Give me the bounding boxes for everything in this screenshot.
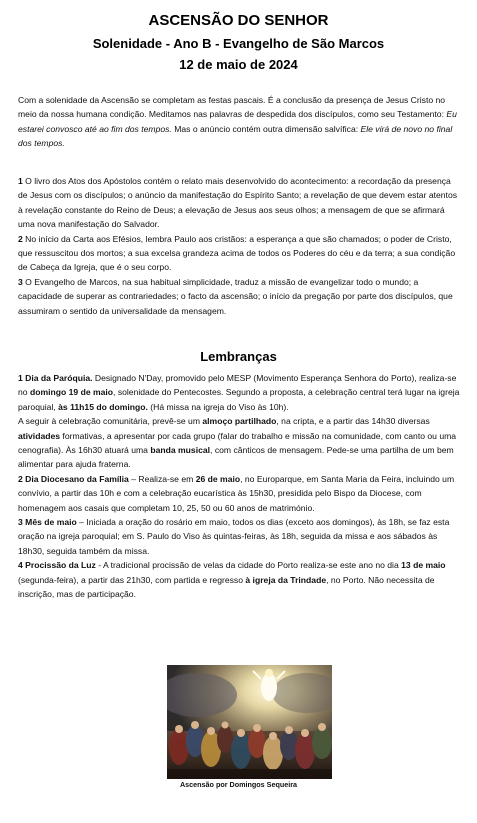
reflection-point (18, 232, 462, 275)
reminder-highlight: almoço partilhado (202, 416, 277, 427)
reminder-text: (Há missa na igreja do Viso às 10h). (147, 401, 289, 412)
reminder-item (18, 515, 462, 558)
reminder-text: , com cânticos de mensagem. Pede-se uma partilha de um bem alimentar para ajuda fraterna. (18, 445, 454, 470)
intro-paragraph (18, 93, 462, 151)
reminder-text: A seguir à celebração comunitária, prevê-se um (18, 416, 203, 427)
reminder-text: Designado N'Day, promovido pelo MESP (Movimento Esperança Senhora do Porto), realiza-se no (18, 373, 457, 398)
page-subtitle: Solenidade - Ano B - Evangelho de São Marcos (92, 36, 385, 51)
page-date: 12 de maio de 2024 (179, 57, 298, 72)
reminder-highlight: domingo 19 de maio (29, 387, 114, 398)
reminder-item (18, 558, 462, 601)
intro-text: Mas o anúncio contém outra dimensão salvífica: (171, 123, 361, 134)
reminder-highlight: às 11h15 do domingo. (58, 401, 148, 412)
reminder-highlight: 26 de maio (195, 473, 241, 484)
point-number: 3 (18, 276, 23, 287)
reflection-point (18, 174, 462, 232)
reminder-item (18, 472, 462, 515)
reminder-item (18, 371, 462, 414)
ascension-painting (167, 665, 332, 779)
intro-text: Com a solenidade da Ascensão se completam as festas pascais. É a conclusão da presença de Jesus Cristo no meio da nossa humana condição. Meditamos nas palavras de despedida dos discípulos, como seu Testamento: (18, 95, 447, 120)
reminder-text: , no Europarque, em Santa Maria da Feira, incluindo um convívio, a partir das 10h e com a celebração eucarística às 15h30, presidida pelo Bispo da Diocese, com homenagem aos casais que completam 10, 25, 50 ou 60 anos de matrimónio. (18, 473, 455, 513)
point-number: 2 (18, 233, 23, 244)
reminder-text: – Iniciada a oração do rosário em maio, todos os dias (exceto aos domingos), às 18h, se faz esta oração na igreja paroquial; em S. Paulo do Viso às quintas-feiras, às 18h, seguida da missa e aos sábados às 18h30, seguida também da missa. (18, 517, 450, 556)
reminder-highlight: à igreja da Trindade (245, 574, 327, 585)
point-text: O Evangelho de Marcos, na sua habitual simplicidade, traduz a missão de evangelizar todo o mundo; a capacidade de superar as contrariedades; o facto da ascensão; o início da pregação por parte dos discípulos, que assumiram o sentido da universalidade da mensagem. (18, 276, 453, 316)
reminders-list (18, 371, 462, 602)
reminder-text: , no Porto. Não necessita de inscrição, mas de participação. (18, 574, 435, 600)
reminder-highlight: 13 de maio (401, 560, 446, 571)
reminder-text: (segunda-feira), a partir das 21h30, com partida e regresso (18, 574, 246, 585)
reminder-highlight: atividades (18, 430, 61, 441)
point-number: 1 (18, 176, 23, 186)
reminder-highlight: banda musical (150, 445, 211, 456)
reminder-text: – Realiza-se em (128, 473, 196, 484)
point-text: O livro dos Atos dos Apóstolos contém o relato mais desenvolvido do acontecimento: a recordação da presença de Jesus com os discípulos; o anúncio da manifestação do Espírito Santo; a revelação de que devem estar atentos à revelação constante do Reino de Deus; a elevação de Jesus aos seus olhos; a mensagem de que se afirmará uma nova manifestação do Salvador. (18, 176, 458, 230)
image-caption: Ascensão por Domingos Sequeira (179, 780, 298, 789)
point-text: No início da Carta aos Efésios, lembra Paulo aos cristãos: a esperança a que são chamados; o poder de Cristo, que ressuscitou dos mortos; a sua excelsa grandeza acima de todos os Poderes do céu e da terra; a sua condição de Cabeça da Igreja, que é o seu corpo. (18, 233, 456, 273)
intro-quote: Ele virá de novo no final dos tempos. (18, 123, 453, 149)
reminder-text: , solenidade do Pentecostes. Segundo a proposta, a celebração central terá lugar na igreja paroquial, (18, 387, 460, 412)
reflection-points (18, 174, 462, 318)
reminder-label: 4 Procissão da Luz (18, 560, 96, 571)
section-title: Lembranças (200, 349, 277, 364)
reminder-text: - A tradicional procissão de velas da cidade do Porto realiza-se este ano no dia (95, 560, 402, 571)
reminder-label: 1 Dia da Paróquia. (18, 373, 93, 383)
reminder-text: , na cripta, e a partir das 14h30 diversas (276, 416, 430, 427)
reflection-point (18, 275, 462, 318)
reminder-text: formativas, a apresentar por cada grupo (falar do trabalho e missão na comunidade, com canto ou uma cenografia). Às 16h30 atuará uma (18, 430, 457, 456)
page-title: ASCENSÃO DO SENHOR (148, 12, 329, 29)
reminder-label: 2 Dia Diocesano da Família (18, 473, 129, 484)
reminder-item (18, 414, 462, 472)
reminder-label: 3 Mês de maio (18, 517, 77, 528)
intro-quote: Eu estarei convosco até ao fim dos tempos. (18, 109, 457, 134)
